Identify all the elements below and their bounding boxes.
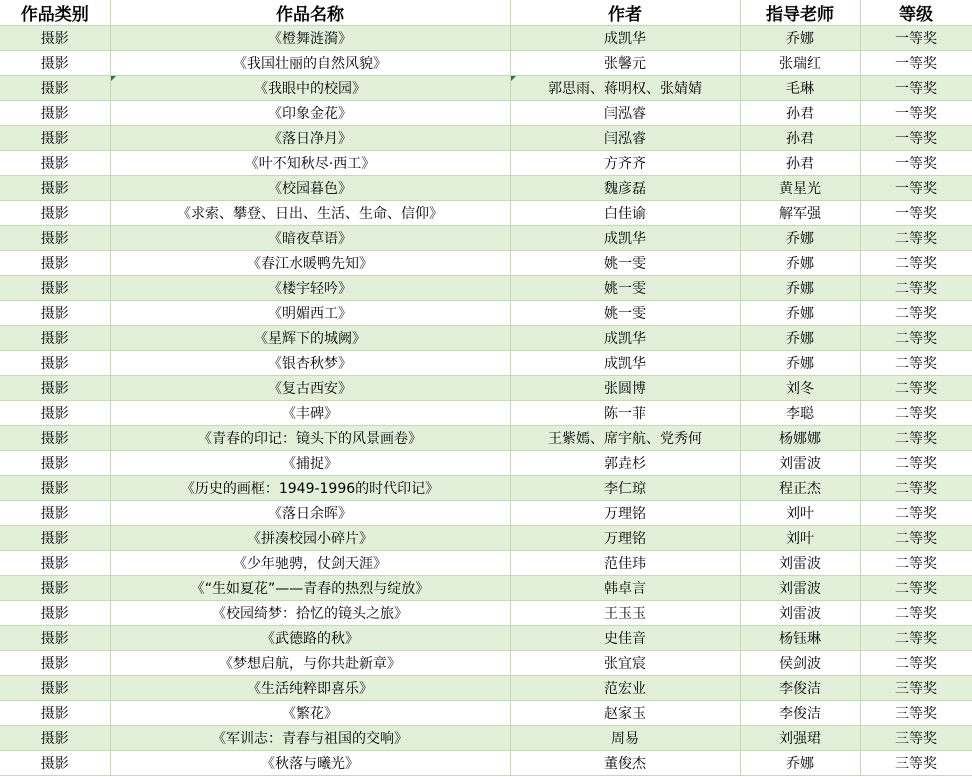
cell-teacher[interactable]: 刘雷波 bbox=[740, 451, 860, 476]
cell-grade[interactable]: 二等奖 bbox=[860, 526, 972, 551]
cell-category[interactable]: 摄影 bbox=[0, 51, 110, 76]
cell-category[interactable]: 摄影 bbox=[0, 476, 110, 501]
table-row bbox=[0, 401, 972, 426]
cell-title[interactable]: 《星辉下的城阙》 bbox=[110, 326, 510, 351]
cell-category[interactable]: 摄影 bbox=[0, 176, 110, 201]
cell-title[interactable]: 《印象金花》 bbox=[110, 101, 510, 126]
cell-teacher[interactable]: 刘雷波 bbox=[740, 601, 860, 626]
table-row bbox=[0, 576, 972, 601]
header-grade[interactable]: 等级 bbox=[860, 0, 972, 26]
cell-category[interactable]: 摄影 bbox=[0, 751, 110, 776]
table-row bbox=[0, 626, 972, 651]
table-row bbox=[0, 326, 972, 351]
table-row bbox=[0, 601, 972, 626]
table-row bbox=[0, 276, 972, 301]
cell-author[interactable]: 陈一菲 bbox=[510, 401, 740, 426]
cell-category[interactable]: 摄影 bbox=[0, 401, 110, 426]
table-row bbox=[0, 226, 972, 251]
cell-category[interactable]: 摄影 bbox=[0, 376, 110, 401]
cell-grade[interactable]: 二等奖 bbox=[860, 426, 972, 451]
cell-title[interactable]: 《繁花》 bbox=[110, 701, 510, 726]
cell-category[interactable]: 摄影 bbox=[0, 76, 110, 101]
header-author[interactable]: 作者 bbox=[510, 0, 740, 26]
cell-category[interactable]: 摄影 bbox=[0, 276, 110, 301]
table-row bbox=[0, 651, 972, 676]
cell-author[interactable]: 王玉玉 bbox=[510, 601, 740, 626]
cell-grade[interactable]: 二等奖 bbox=[860, 551, 972, 576]
cell-grade[interactable]: 一等奖 bbox=[860, 51, 972, 76]
cell-grade[interactable]: 三等奖 bbox=[860, 726, 972, 751]
cell-teacher[interactable]: 黄星光 bbox=[740, 176, 860, 201]
cell-teacher[interactable]: 李俊洁 bbox=[740, 676, 860, 701]
cell-category[interactable]: 摄影 bbox=[0, 301, 110, 326]
cell-teacher[interactable]: 刘叶 bbox=[740, 501, 860, 526]
cell-author[interactable]: 李仁琼 bbox=[510, 476, 740, 501]
cell-teacher[interactable]: 刘雷波 bbox=[740, 576, 860, 601]
cell-title[interactable]: 《复古西安》 bbox=[110, 376, 510, 401]
table-row bbox=[0, 151, 972, 176]
cell-title[interactable]: 《落日余晖》 bbox=[110, 501, 510, 526]
cell-author[interactable]: 白佳谕 bbox=[510, 201, 740, 226]
cell-teacher[interactable]: 孙君 bbox=[740, 151, 860, 176]
cell-grade[interactable]: 二等奖 bbox=[860, 376, 972, 401]
table-row bbox=[0, 476, 972, 501]
cell-author[interactable]: 成凯华 bbox=[510, 326, 740, 351]
cell-author[interactable]: 周易 bbox=[510, 726, 740, 751]
cell-category[interactable]: 摄影 bbox=[0, 626, 110, 651]
table-body bbox=[0, 26, 972, 776]
cell-author[interactable]: 张馨元 bbox=[510, 51, 740, 76]
cell-teacher[interactable]: 乔娜 bbox=[740, 301, 860, 326]
cell-author[interactable]: 张圆博 bbox=[510, 376, 740, 401]
cell-title[interactable]: 《青春的印记：镜头下的风景画卷》 bbox=[110, 426, 510, 451]
cell-category[interactable]: 摄影 bbox=[0, 251, 110, 276]
header-row bbox=[0, 0, 972, 26]
cell-author[interactable]: 成凯华 bbox=[510, 351, 740, 376]
table-row bbox=[0, 351, 972, 376]
table-row bbox=[0, 51, 972, 76]
cell-category[interactable]: 摄影 bbox=[0, 676, 110, 701]
cell-title[interactable]: 《求索、攀登、日出、生活、生命、信仰》 bbox=[110, 201, 510, 226]
cell-author[interactable]: 万理铭 bbox=[510, 526, 740, 551]
cell-author[interactable]: 郭垚杉 bbox=[510, 451, 740, 476]
cell-title[interactable]: 《叶不知秋尽·西工》 bbox=[110, 151, 510, 176]
cell-title[interactable]: 《秋落与曦光》 bbox=[110, 751, 510, 776]
table-row bbox=[0, 526, 972, 551]
cell-grade[interactable]: 二等奖 bbox=[860, 476, 972, 501]
cell-teacher[interactable]: 乔娜 bbox=[740, 326, 860, 351]
cell-category[interactable]: 摄影 bbox=[0, 326, 110, 351]
table-row bbox=[0, 426, 972, 451]
cell-title[interactable]: 《梦想启航，与你共赴新章》 bbox=[110, 651, 510, 676]
cell-category[interactable]: 摄影 bbox=[0, 451, 110, 476]
cell-category[interactable]: 摄影 bbox=[0, 501, 110, 526]
header-teacher[interactable]: 指导老师 bbox=[740, 0, 860, 26]
cell-title[interactable]: 《捕捉》 bbox=[110, 451, 510, 476]
cell-grade[interactable]: 二等奖 bbox=[860, 251, 972, 276]
header-title[interactable]: 作品名称 bbox=[110, 0, 510, 26]
cell-grade[interactable]: 一等奖 bbox=[860, 101, 972, 126]
cell-grade[interactable]: 二等奖 bbox=[860, 576, 972, 601]
table-row bbox=[0, 451, 972, 476]
cell-category[interactable]: 摄影 bbox=[0, 651, 110, 676]
cell-author[interactable]: 姚一雯 bbox=[510, 251, 740, 276]
cell-teacher[interactable]: 毛琳 bbox=[740, 76, 860, 101]
cell-category[interactable]: 摄影 bbox=[0, 226, 110, 251]
cell-teacher[interactable]: 刘叶 bbox=[740, 526, 860, 551]
cell-grade[interactable]: 二等奖 bbox=[860, 501, 972, 526]
cell-teacher[interactable]: 杨钰琳 bbox=[740, 626, 860, 651]
cell-title[interactable]: 《军训志：青春与祖国的交响》 bbox=[110, 726, 510, 751]
table-header bbox=[0, 0, 972, 26]
cell-teacher[interactable]: 解军强 bbox=[740, 201, 860, 226]
cell-title[interactable]: 《我眼中的校园》 bbox=[110, 76, 510, 101]
cell-title[interactable]: 《武德路的秋》 bbox=[110, 626, 510, 651]
cell-title[interactable]: 《我国壮丽的自然风貌》 bbox=[110, 51, 510, 76]
cell-grade[interactable]: 一等奖 bbox=[860, 201, 972, 226]
table-row bbox=[0, 751, 972, 776]
cell-category[interactable]: 摄影 bbox=[0, 526, 110, 551]
cell-grade[interactable]: 三等奖 bbox=[860, 751, 972, 776]
cell-category[interactable]: 摄影 bbox=[0, 26, 110, 51]
table-row bbox=[0, 726, 972, 751]
cell-author[interactable]: 王紫嫣、席宇航、党秀何 bbox=[510, 426, 740, 451]
cell-teacher[interactable]: 乔娜 bbox=[740, 351, 860, 376]
cell-grade[interactable]: 一等奖 bbox=[860, 76, 972, 101]
cell-grade[interactable]: 二等奖 bbox=[860, 301, 972, 326]
cell-teacher[interactable]: 乔娜 bbox=[740, 276, 860, 301]
table-row bbox=[0, 676, 972, 701]
cell-category[interactable]: 摄影 bbox=[0, 126, 110, 151]
cell-grade[interactable]: 一等奖 bbox=[860, 176, 972, 201]
cell-teacher[interactable]: 乔娜 bbox=[740, 226, 860, 251]
cell-category[interactable]: 摄影 bbox=[0, 101, 110, 126]
cell-category[interactable]: 摄影 bbox=[0, 426, 110, 451]
table-row bbox=[0, 701, 972, 726]
cell-grade[interactable]: 二等奖 bbox=[860, 326, 972, 351]
cell-author[interactable]: 范佳玮 bbox=[510, 551, 740, 576]
cell-category[interactable]: 摄影 bbox=[0, 701, 110, 726]
table-row bbox=[0, 176, 972, 201]
cell-author[interactable]: 郭思雨、蒋明权、张婧婧 bbox=[510, 76, 740, 101]
cell-teacher[interactable]: 刘雷波 bbox=[740, 551, 860, 576]
cell-grade[interactable]: 三等奖 bbox=[860, 676, 972, 701]
cell-author[interactable]: 闫泓睿 bbox=[510, 101, 740, 126]
cell-grade[interactable]: 三等奖 bbox=[860, 701, 972, 726]
cell-teacher[interactable]: 李俊洁 bbox=[740, 701, 860, 726]
cell-title[interactable]: 《春江水暖鸭先知》 bbox=[110, 251, 510, 276]
cell-author[interactable]: 方齐齐 bbox=[510, 151, 740, 176]
cell-author[interactable]: 万理铭 bbox=[510, 501, 740, 526]
cell-author[interactable]: 韩卓言 bbox=[510, 576, 740, 601]
cell-author[interactable]: 成凯华 bbox=[510, 26, 740, 51]
table-row bbox=[0, 301, 972, 326]
cell-teacher[interactable]: 乔娜 bbox=[740, 751, 860, 776]
table-row bbox=[0, 251, 972, 276]
cell-title[interactable]: 《少年驰骋，仗剑天涯》 bbox=[110, 551, 510, 576]
cell-category[interactable]: 摄影 bbox=[0, 601, 110, 626]
cell-title[interactable]: 《楼宇轻吟》 bbox=[110, 276, 510, 301]
table-row bbox=[0, 76, 972, 101]
cell-teacher[interactable]: 孙君 bbox=[740, 101, 860, 126]
cell-title[interactable]: 《历史的画框：1949-1996的时代印记》 bbox=[110, 476, 510, 501]
table-row bbox=[0, 376, 972, 401]
table-row bbox=[0, 26, 972, 51]
cell-title[interactable]: 《拼凑校园小碎片》 bbox=[110, 526, 510, 551]
table-row bbox=[0, 101, 972, 126]
cell-grade[interactable]: 二等奖 bbox=[860, 351, 972, 376]
cell-teacher[interactable]: 刘冬 bbox=[740, 376, 860, 401]
cell-author[interactable]: 闫泓睿 bbox=[510, 126, 740, 151]
table-row bbox=[0, 551, 972, 576]
cell-grade[interactable]: 一等奖 bbox=[860, 26, 972, 51]
cell-author[interactable]: 张宜宸 bbox=[510, 651, 740, 676]
cell-category[interactable]: 摄影 bbox=[0, 351, 110, 376]
cell-teacher[interactable]: 杨娜娜 bbox=[740, 426, 860, 451]
cell-teacher[interactable]: 李聪 bbox=[740, 401, 860, 426]
cell-teacher[interactable]: 乔娜 bbox=[740, 251, 860, 276]
cell-grade[interactable]: 一等奖 bbox=[860, 126, 972, 151]
cell-title[interactable]: 《暗夜草语》 bbox=[110, 226, 510, 251]
cell-grade[interactable]: 一等奖 bbox=[860, 151, 972, 176]
cell-author[interactable]: 范宏业 bbox=[510, 676, 740, 701]
cell-title[interactable]: 《生活纯粹即喜乐》 bbox=[110, 676, 510, 701]
cell-author[interactable]: 史佳音 bbox=[510, 626, 740, 651]
cell-teacher[interactable]: 孙君 bbox=[740, 126, 860, 151]
cell-grade[interactable]: 二等奖 bbox=[860, 451, 972, 476]
cell-grade[interactable]: 二等奖 bbox=[860, 401, 972, 426]
cell-title[interactable]: 《橙舞涟漪》 bbox=[110, 26, 510, 51]
cell-author[interactable]: 姚一雯 bbox=[510, 276, 740, 301]
cell-grade[interactable]: 二等奖 bbox=[860, 626, 972, 651]
table-row bbox=[0, 201, 972, 226]
cell-author[interactable]: 赵家玉 bbox=[510, 701, 740, 726]
cell-author[interactable]: 成凯华 bbox=[510, 226, 740, 251]
cell-title[interactable]: 《落日净月》 bbox=[110, 126, 510, 151]
cell-grade[interactable]: 二等奖 bbox=[860, 651, 972, 676]
cell-title[interactable]: 《丰碑》 bbox=[110, 401, 510, 426]
header-category[interactable]: 作品类别 bbox=[0, 0, 110, 26]
cell-title[interactable]: 《明媚西工》 bbox=[110, 301, 510, 326]
cell-teacher[interactable]: 侯剑波 bbox=[740, 651, 860, 676]
cell-teacher[interactable]: 刘强珺 bbox=[740, 726, 860, 751]
cell-title[interactable]: 《“生如夏花”——青春的热烈与绽放》 bbox=[110, 576, 510, 601]
cell-teacher[interactable]: 程正杰 bbox=[740, 476, 860, 501]
cell-category[interactable]: 摄影 bbox=[0, 151, 110, 176]
cell-title[interactable]: 《校园绮梦：拾忆的镜头之旅》 bbox=[110, 601, 510, 626]
cell-teacher[interactable]: 张瑞红 bbox=[740, 51, 860, 76]
cell-category[interactable]: 摄影 bbox=[0, 576, 110, 601]
cell-grade[interactable]: 二等奖 bbox=[860, 226, 972, 251]
cell-teacher[interactable]: 乔娜 bbox=[740, 26, 860, 51]
cell-grade[interactable]: 二等奖 bbox=[860, 276, 972, 301]
cell-category[interactable]: 摄影 bbox=[0, 551, 110, 576]
cell-grade[interactable]: 二等奖 bbox=[860, 601, 972, 626]
table-row bbox=[0, 126, 972, 151]
cell-category[interactable]: 摄影 bbox=[0, 201, 110, 226]
cell-title[interactable]: 《银杏秋梦》 bbox=[110, 351, 510, 376]
cell-category[interactable]: 摄影 bbox=[0, 726, 110, 751]
cell-title[interactable]: 《校园暮色》 bbox=[110, 176, 510, 201]
table-row bbox=[0, 501, 972, 526]
cell-author[interactable]: 董俊杰 bbox=[510, 751, 740, 776]
cell-author[interactable]: 魏彦磊 bbox=[510, 176, 740, 201]
cell-author[interactable]: 姚一雯 bbox=[510, 301, 740, 326]
